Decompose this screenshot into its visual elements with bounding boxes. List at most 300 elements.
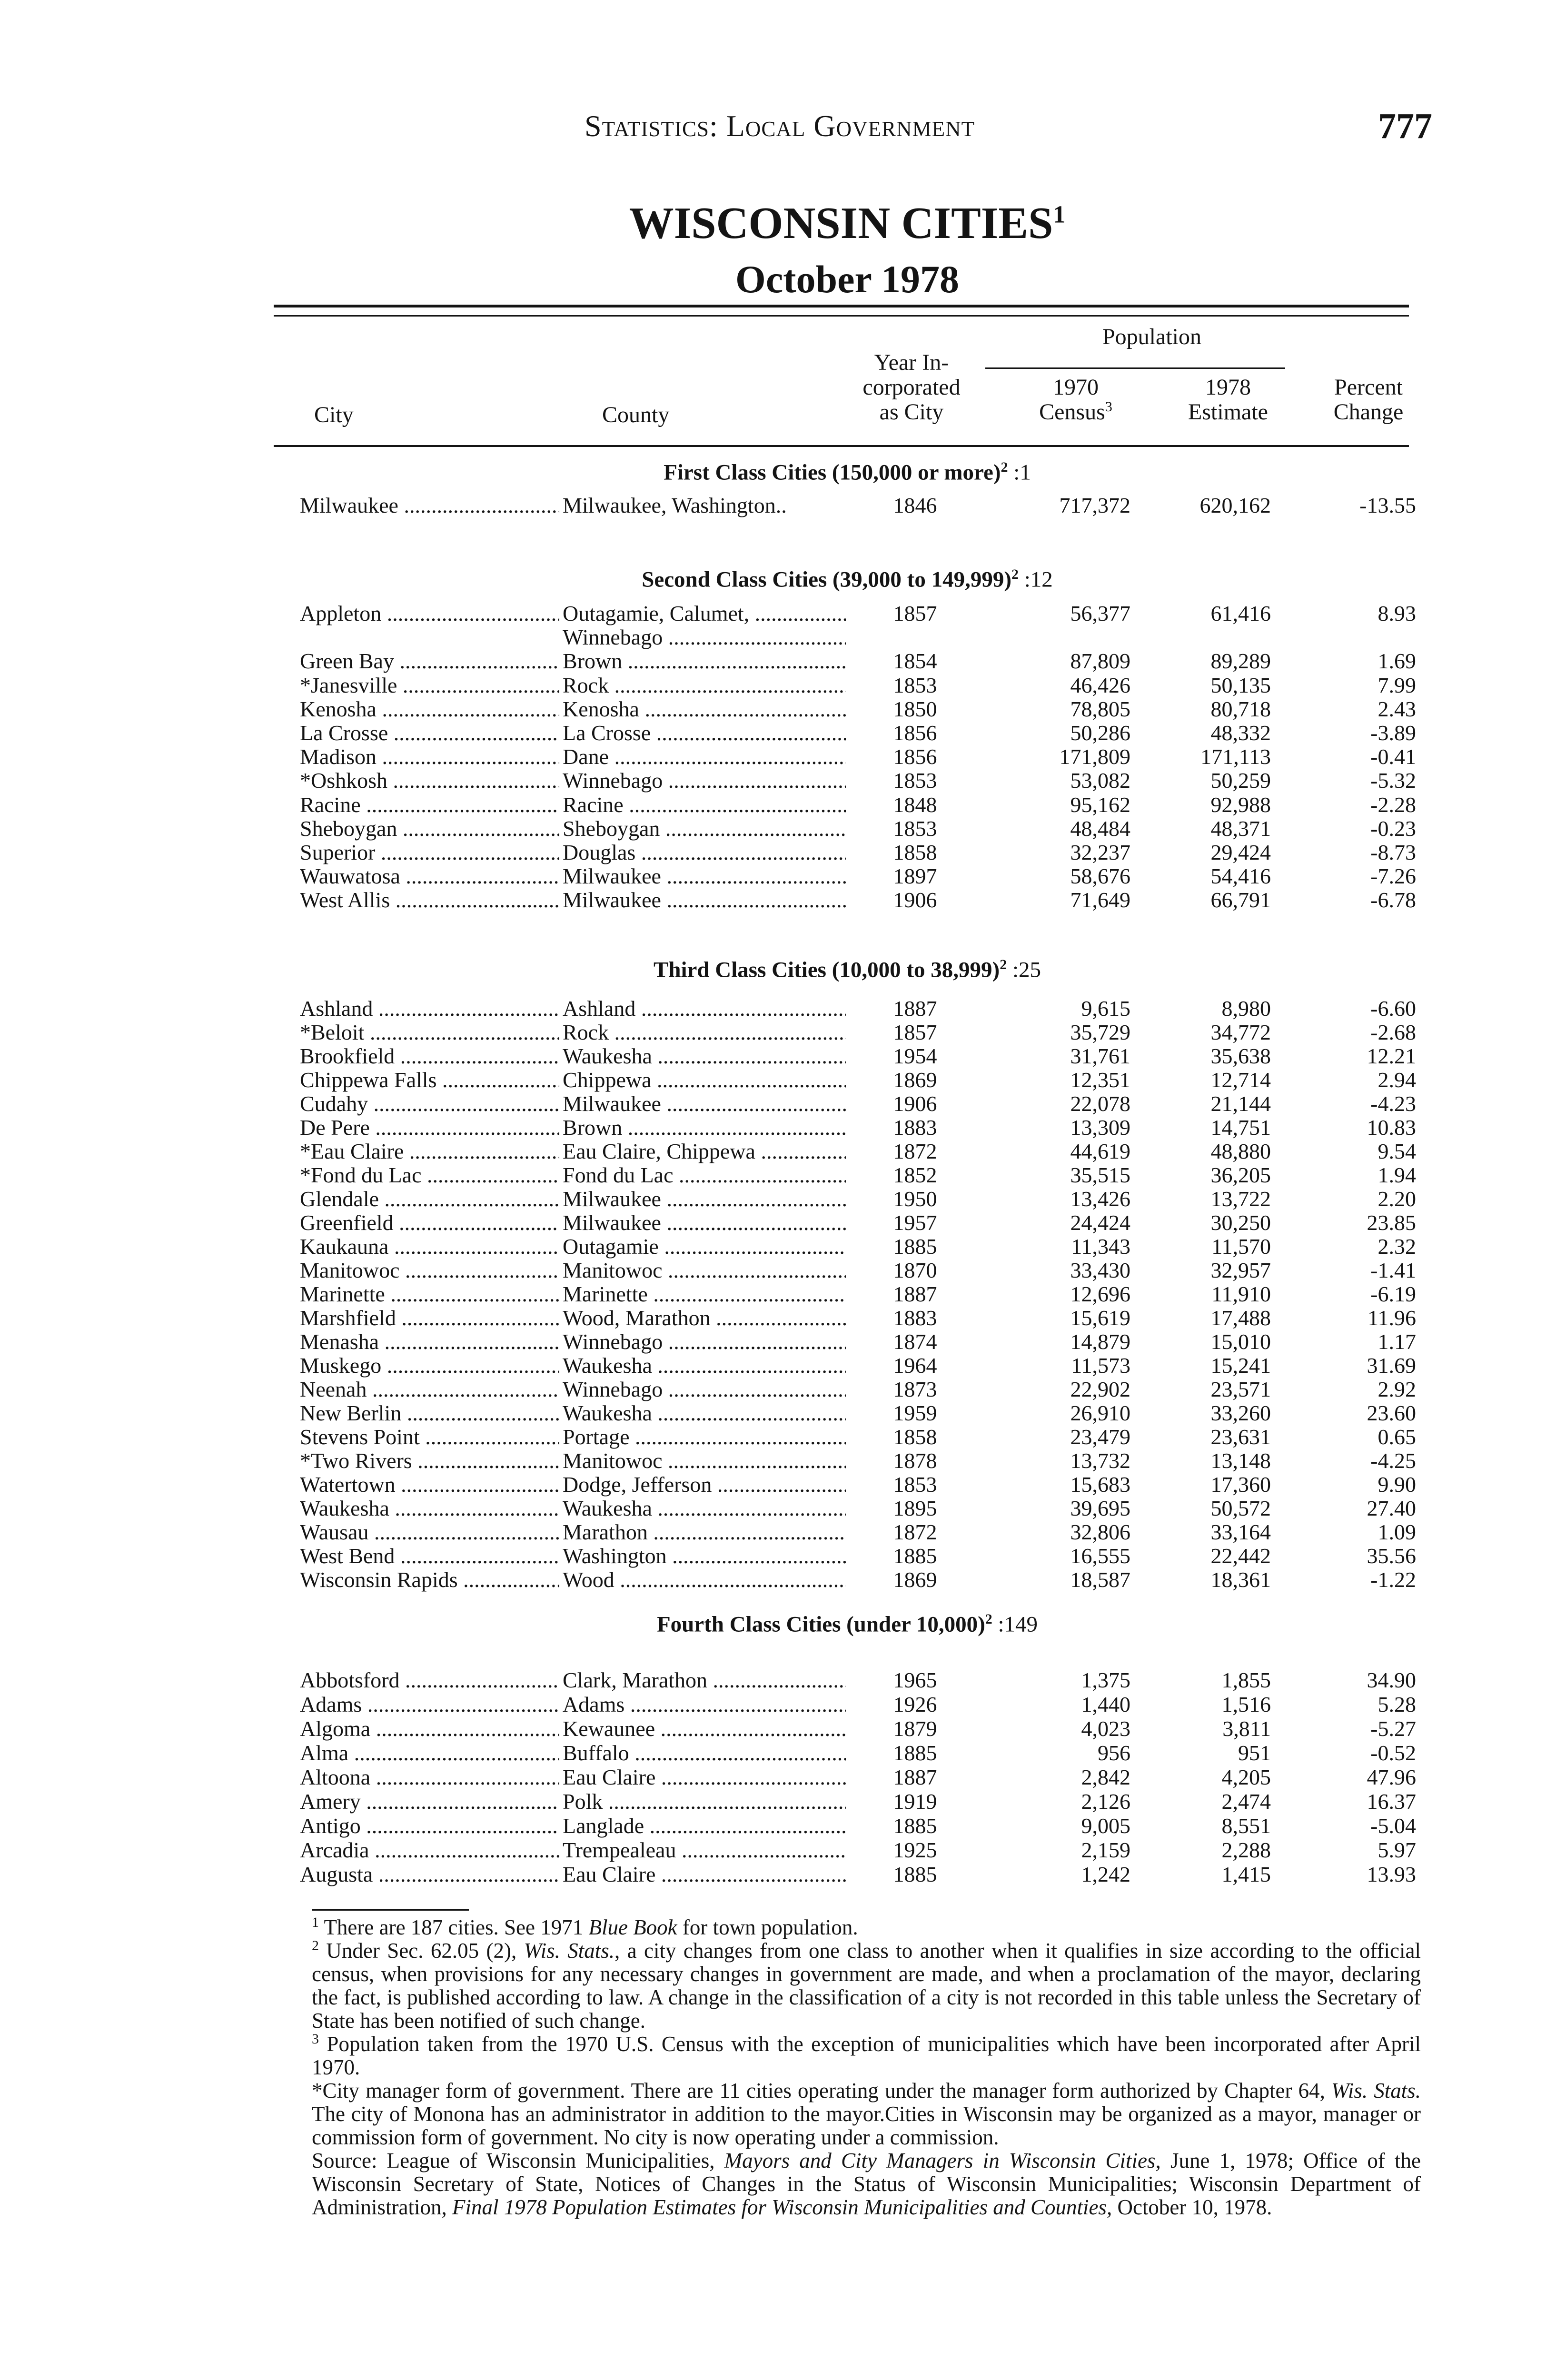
year-incorporated: 1854 bbox=[893, 649, 937, 673]
census-1970: 53,082 bbox=[1070, 768, 1130, 793]
city-name: Milwaukee ..... bbox=[300, 493, 559, 518]
estimate-1978: 23,631 bbox=[1210, 1425, 1271, 1449]
table-row bbox=[0, 625, 1546, 649]
estimate-1978: 2,288 bbox=[1221, 1838, 1271, 1862]
census-1970: 35,515 bbox=[1070, 1163, 1130, 1187]
page-title-text: WISCONSIN CITIES bbox=[629, 198, 1053, 248]
county-name: Ashland ..... bbox=[563, 996, 846, 1021]
table-row bbox=[0, 1139, 1546, 1163]
census-1970: 95,162 bbox=[1070, 793, 1130, 817]
census-1970: 2,842 bbox=[1081, 1765, 1130, 1789]
table-row bbox=[0, 493, 1546, 517]
estimate-1978: 66,791 bbox=[1210, 888, 1271, 912]
census-header-label bbox=[1023, 400, 1128, 425]
estimate-1978: 34,772 bbox=[1210, 1020, 1271, 1044]
section-count: :25 bbox=[1007, 957, 1041, 982]
section-count: :149 bbox=[992, 1612, 1038, 1637]
city-name: Manitowoc ..... bbox=[300, 1258, 559, 1283]
percent-change: 13.93 bbox=[1367, 1862, 1416, 1886]
county-name: Portage ..... bbox=[563, 1424, 846, 1449]
table-row bbox=[0, 1765, 1546, 1789]
table-row bbox=[0, 1329, 1546, 1354]
census-1970: 22,078 bbox=[1070, 1091, 1130, 1116]
population-rule bbox=[985, 367, 1285, 369]
percent-change: -4.25 bbox=[1370, 1448, 1416, 1473]
footnote-text: There are 187 cities. See 1971 bbox=[324, 1915, 589, 1939]
estimate-1978: 4,205 bbox=[1221, 1765, 1271, 1789]
county-name: La Crosse ..... bbox=[563, 720, 846, 745]
percent-change: 5.97 bbox=[1378, 1838, 1416, 1862]
county-name: Waukesha ..... bbox=[563, 1043, 846, 1069]
census-1970: 32,806 bbox=[1070, 1520, 1130, 1544]
estimate-1978: 11,570 bbox=[1211, 1234, 1271, 1259]
section-heading-text: Second Class Cities (39,000 to 149,999) bbox=[642, 567, 1011, 592]
year-incorporated: 1954 bbox=[893, 1044, 937, 1068]
city-name: *Fond du Lac ..... bbox=[300, 1162, 559, 1188]
census-1970: 56,377 bbox=[1070, 601, 1130, 625]
county-name: Adams ..... bbox=[563, 1692, 846, 1717]
census-1970: 26,910 bbox=[1070, 1401, 1130, 1425]
estimate-1978: 22,442 bbox=[1210, 1544, 1271, 1568]
year-incorporated: 1906 bbox=[893, 888, 937, 912]
year-incorporated: 1858 bbox=[893, 840, 937, 864]
county-name: Winnebago ..... bbox=[563, 1377, 846, 1402]
city-name: Green Bay ..... bbox=[300, 648, 559, 674]
city-name: Brookfield ..... bbox=[300, 1043, 559, 1069]
percent-change: -2.28 bbox=[1370, 793, 1416, 817]
year-incorporated: 1853 bbox=[893, 768, 937, 793]
column-header-county: County bbox=[602, 402, 670, 427]
county-name: Waukesha ..... bbox=[563, 1353, 846, 1378]
county-name: Dodge, Jefferson ..... bbox=[563, 1472, 846, 1497]
percent-change: 1.09 bbox=[1378, 1520, 1416, 1544]
estimate-1978: 18,361 bbox=[1210, 1567, 1271, 1592]
year-header-line1: Year In- bbox=[874, 350, 949, 375]
table-row bbox=[0, 1210, 1546, 1235]
table-row bbox=[0, 1067, 1546, 1092]
estimate-1978: 48,332 bbox=[1210, 721, 1271, 745]
city-name: Alma ..... bbox=[300, 1740, 559, 1765]
table-row bbox=[0, 1740, 1546, 1765]
county-name: Douglas ..... bbox=[563, 840, 846, 865]
percent-header-line2: Change bbox=[1333, 399, 1404, 425]
footnote-text: , a city changes from one class to another when it qualifies in size according to the official census, when provisions for any necessary changes in government are made, and when a proclamation of the mayor, declaring the fact, is published according to law. A change in the classification of a city is not recorded in this table unless the Secretary of State has been notified of such change. bbox=[312, 1939, 1421, 2033]
year-incorporated: 1879 bbox=[893, 1716, 937, 1741]
table-row bbox=[0, 996, 1546, 1021]
table-row bbox=[0, 1519, 1546, 1544]
city-name: Kaukauna ..... bbox=[300, 1234, 559, 1259]
estimate-1978: 33,164 bbox=[1210, 1520, 1271, 1544]
year-incorporated: 1885 bbox=[893, 1741, 937, 1765]
table-row bbox=[0, 887, 1546, 912]
title-footnote-mark: 1 bbox=[1053, 201, 1066, 228]
county-name: Clark, Marathon ..... bbox=[563, 1667, 846, 1693]
estimate-1978: 15,241 bbox=[1210, 1353, 1271, 1378]
percent-change: -4.23 bbox=[1370, 1091, 1416, 1116]
section-heading-text: First Class Cities (150,000 or more) bbox=[664, 460, 1001, 485]
column-header-city: City bbox=[314, 402, 354, 427]
year-incorporated: 1857 bbox=[893, 601, 937, 625]
estimate-1978: 13,722 bbox=[1210, 1187, 1271, 1211]
year-incorporated: 1885 bbox=[893, 1544, 937, 1568]
section-heading-fourth-class bbox=[276, 1611, 1418, 1637]
year-incorporated: 1856 bbox=[893, 744, 937, 769]
city-name: Antigo ..... bbox=[300, 1813, 559, 1838]
table-row bbox=[0, 1186, 1546, 1211]
estimate-1978: 89,289 bbox=[1210, 649, 1271, 673]
county-name: Sheboygan ..... bbox=[563, 816, 846, 841]
year-incorporated: 1873 bbox=[893, 1377, 937, 1401]
section-heading-third-class bbox=[276, 957, 1418, 983]
footnote-text: Under Sec. 62.05 (2), bbox=[326, 1939, 524, 1963]
year-incorporated: 1869 bbox=[893, 1567, 937, 1592]
estimate-1978: 36,205 bbox=[1210, 1163, 1271, 1187]
year-incorporated: 1887 bbox=[893, 1282, 937, 1306]
census-header-year: 1970 bbox=[1053, 375, 1099, 400]
year-incorporated: 1872 bbox=[893, 1139, 937, 1163]
header-rule-top bbox=[274, 305, 1409, 307]
census-1970: 48,484 bbox=[1070, 816, 1130, 841]
census-1970: 31,761 bbox=[1070, 1044, 1130, 1068]
year-incorporated: 1883 bbox=[893, 1115, 937, 1140]
percent-change: 31.69 bbox=[1367, 1353, 1416, 1378]
census-1970: 78,805 bbox=[1070, 697, 1130, 721]
county-name: Chippewa ..... bbox=[563, 1067, 846, 1092]
estimate-1978: 951 bbox=[1238, 1741, 1271, 1765]
estimate-1978: 17,488 bbox=[1210, 1306, 1271, 1330]
year-incorporated: 1858 bbox=[893, 1425, 937, 1449]
page-number: 777 bbox=[1378, 106, 1432, 146]
footnote-text: Source: League of Wisconsin Municipalities, bbox=[312, 2149, 724, 2172]
city-name: Wauwatosa ..... bbox=[300, 863, 559, 889]
percent-change: -5.27 bbox=[1370, 1716, 1416, 1741]
estimate-1978: 21,144 bbox=[1210, 1091, 1271, 1116]
county-name: Eau Claire, Chippewa ..... bbox=[563, 1139, 846, 1164]
county-name: Washington ..... bbox=[563, 1543, 846, 1568]
year-incorporated: 1848 bbox=[893, 793, 937, 817]
percent-change: -5.32 bbox=[1370, 768, 1416, 793]
year-incorporated: 1897 bbox=[893, 864, 937, 888]
county-name: Marathon ..... bbox=[563, 1519, 846, 1545]
county-name: Wood, Marathon ..... bbox=[563, 1305, 846, 1330]
section-heading-text: Fourth Class Cities (under 10,000) bbox=[656, 1612, 985, 1637]
percent-change: 23.60 bbox=[1367, 1401, 1416, 1425]
census-1970: 2,126 bbox=[1081, 1789, 1130, 1814]
percent-change: -6.19 bbox=[1370, 1282, 1416, 1306]
year-incorporated: 1874 bbox=[893, 1329, 937, 1354]
footnote-city-manager bbox=[312, 2079, 1421, 2149]
year-incorporated: 1885 bbox=[893, 1814, 937, 1838]
city-name: Greenfield ..... bbox=[300, 1210, 559, 1235]
year-incorporated: 1883 bbox=[893, 1306, 937, 1330]
year-incorporated: 1887 bbox=[893, 1765, 937, 1789]
estimate-1978: 50,259 bbox=[1210, 768, 1271, 793]
table-row bbox=[0, 1496, 1546, 1520]
city-name: Waukesha ..... bbox=[300, 1496, 559, 1521]
year-incorporated: 1853 bbox=[893, 673, 937, 697]
estimate-1978: 29,424 bbox=[1210, 840, 1271, 864]
footnote-text: June 1, 1978; Office of the Wisconsin Secretary of State, Notices of Changes in the Status of Wisconsin Municipalities; Wisconsin Department of Administration, bbox=[312, 2149, 1421, 2219]
estimate-1978: 1,516 bbox=[1221, 1692, 1271, 1716]
county-name: Kenosha ..... bbox=[563, 696, 846, 722]
estimate-1978: 171,113 bbox=[1200, 744, 1271, 769]
county-name: Rock ..... bbox=[563, 673, 846, 698]
year-incorporated: 1878 bbox=[893, 1448, 937, 1473]
column-header-census bbox=[1023, 375, 1128, 425]
page-title bbox=[0, 198, 1546, 249]
census-1970: 11,573 bbox=[1071, 1353, 1130, 1378]
table-row bbox=[0, 768, 1546, 793]
table-row bbox=[0, 1837, 1546, 1862]
percent-change: 0.65 bbox=[1378, 1425, 1416, 1449]
table-row bbox=[0, 648, 1546, 673]
census-1970: 32,237 bbox=[1070, 840, 1130, 864]
table-row bbox=[0, 673, 1546, 697]
year-incorporated: 1853 bbox=[893, 816, 937, 841]
city-name: Appleton ..... bbox=[300, 601, 559, 626]
county-name: Milwaukee, Washington.. bbox=[563, 493, 787, 517]
city-name: Watertown ..... bbox=[300, 1472, 559, 1497]
estimate-1978: 50,572 bbox=[1210, 1496, 1271, 1520]
city-name: Chippewa Falls ..... bbox=[300, 1067, 559, 1092]
city-name: New Berlin ..... bbox=[300, 1400, 559, 1426]
city-name: Cudahy ..... bbox=[300, 1091, 559, 1116]
estimate-1978: 48,880 bbox=[1210, 1139, 1271, 1163]
county-name: Waukesha ..... bbox=[563, 1400, 846, 1426]
city-name: *Beloit ..... bbox=[300, 1020, 559, 1045]
census-1970: 22,902 bbox=[1070, 1377, 1130, 1401]
city-name: La Crosse ..... bbox=[300, 720, 559, 745]
census-header-text: Census bbox=[1039, 399, 1105, 425]
census-1970: 44,619 bbox=[1070, 1139, 1130, 1163]
percent-change: -5.04 bbox=[1370, 1814, 1416, 1838]
estimate-1978: 14,751 bbox=[1210, 1115, 1271, 1140]
table-row bbox=[0, 816, 1546, 841]
year-incorporated: 1872 bbox=[893, 1520, 937, 1544]
county-name: Waukesha ..... bbox=[563, 1496, 846, 1521]
table-row bbox=[0, 1862, 1546, 1886]
estimate-1978: 8,551 bbox=[1221, 1814, 1271, 1838]
footnote-text: October 10, 1978. bbox=[1112, 2195, 1272, 2219]
year-incorporated: 1965 bbox=[893, 1668, 937, 1692]
city-name: Sheboygan ..... bbox=[300, 816, 559, 841]
city-name: Neenah ..... bbox=[300, 1377, 559, 1402]
year-header-line2: corporated bbox=[862, 375, 961, 400]
city-name: Superior ..... bbox=[300, 840, 559, 865]
table-row bbox=[0, 720, 1546, 745]
census-1970: 50,286 bbox=[1070, 721, 1130, 745]
census-1970: 1,440 bbox=[1081, 1692, 1130, 1716]
estimate-1978: 12,714 bbox=[1210, 1068, 1271, 1092]
table-row bbox=[0, 1543, 1546, 1568]
census-1970: 9,615 bbox=[1081, 996, 1130, 1021]
year-incorporated: 1950 bbox=[893, 1187, 937, 1211]
percent-change: -7.26 bbox=[1370, 864, 1416, 888]
header-rule-bottom bbox=[274, 445, 1409, 447]
census-1970: 15,619 bbox=[1070, 1306, 1130, 1330]
percent-change: 12.21 bbox=[1367, 1044, 1416, 1068]
running-head: Statistics: Local Government bbox=[585, 109, 975, 143]
city-name: Marshfield ..... bbox=[300, 1305, 559, 1330]
estimate-1978: 17,360 bbox=[1210, 1472, 1271, 1497]
estimate-1978: 32,957 bbox=[1210, 1258, 1271, 1282]
city-name: West Bend ..... bbox=[300, 1543, 559, 1568]
estimate-1978: 35,638 bbox=[1210, 1044, 1271, 1068]
city-name: Altoona ..... bbox=[300, 1765, 559, 1790]
percent-change: 27.40 bbox=[1367, 1496, 1416, 1520]
percent-change: 10.83 bbox=[1367, 1115, 1416, 1140]
estimate-header-label: Estimate bbox=[1188, 399, 1268, 425]
city-name: *Oshkosh ..... bbox=[300, 768, 559, 793]
year-incorporated: 1926 bbox=[893, 1692, 937, 1716]
table-row bbox=[0, 1692, 1546, 1716]
county-name: Winnebago ..... bbox=[563, 625, 846, 650]
census-footnote-mark: 3 bbox=[1105, 399, 1112, 415]
footnote-mark: 1 bbox=[312, 1914, 319, 1930]
percent-change: 1.17 bbox=[1378, 1329, 1416, 1354]
estimate-1978: 48,371 bbox=[1210, 816, 1271, 841]
table-row bbox=[0, 1789, 1546, 1814]
city-name: Stevens Point ..... bbox=[300, 1424, 559, 1449]
census-1970: 23,479 bbox=[1070, 1425, 1130, 1449]
county-name: Eau Claire ..... bbox=[563, 1862, 846, 1887]
county-name: Manitowoc ..... bbox=[563, 1448, 846, 1473]
year-incorporated: 1846 bbox=[893, 493, 937, 517]
table-row bbox=[0, 1400, 1546, 1425]
year-incorporated: 1895 bbox=[893, 1496, 937, 1520]
year-incorporated: 1906 bbox=[893, 1091, 937, 1116]
percent-change: 2.94 bbox=[1378, 1068, 1416, 1092]
estimate-1978: 13,148 bbox=[1210, 1448, 1271, 1473]
year-incorporated: 1885 bbox=[893, 1862, 937, 1886]
city-name: Muskego ..... bbox=[300, 1353, 559, 1378]
county-name: Racine ..... bbox=[563, 792, 846, 817]
section-footnote-mark: 2 bbox=[1011, 566, 1019, 582]
footnote-3 bbox=[312, 2033, 1421, 2079]
county-name: Winnebago ..... bbox=[563, 768, 846, 793]
table-row bbox=[0, 1020, 1546, 1044]
section-footnote-mark: 2 bbox=[1000, 957, 1007, 972]
footnote-italic: Wis. Stats. bbox=[524, 1939, 615, 1963]
percent-change: -0.41 bbox=[1370, 744, 1416, 769]
estimate-1978: 80,718 bbox=[1210, 697, 1271, 721]
census-1970: 16,555 bbox=[1070, 1544, 1130, 1568]
table-row bbox=[0, 1162, 1546, 1187]
table-row bbox=[0, 1258, 1546, 1282]
section-footnote-mark: 2 bbox=[985, 1611, 992, 1627]
census-1970: 1,375 bbox=[1081, 1668, 1130, 1692]
percent-change: 1.69 bbox=[1378, 649, 1416, 673]
city-name: Racine ..... bbox=[300, 792, 559, 817]
city-name: Adams ..... bbox=[300, 1692, 559, 1717]
percent-change: 2.92 bbox=[1378, 1377, 1416, 1401]
table-row bbox=[0, 863, 1546, 888]
table-row bbox=[0, 1813, 1546, 1838]
year-incorporated: 1857 bbox=[893, 1020, 937, 1044]
column-header-estimate bbox=[1169, 375, 1288, 425]
table-row bbox=[0, 1305, 1546, 1330]
section-heading-first-class bbox=[276, 459, 1418, 486]
city-name: *Janesville ..... bbox=[300, 673, 559, 698]
percent-change: 9.90 bbox=[1378, 1472, 1416, 1497]
city-name: Augusta ..... bbox=[300, 1862, 559, 1887]
city-name: De Pere ..... bbox=[300, 1115, 559, 1140]
year-incorporated: 1919 bbox=[893, 1789, 937, 1814]
footnote-2 bbox=[312, 1939, 1421, 2033]
city-name: Ashland ..... bbox=[300, 996, 559, 1021]
section-heading-text: Third Class Cities (10,000 to 38,999) bbox=[653, 957, 1000, 982]
percent-change: -3.89 bbox=[1370, 721, 1416, 745]
county-name: Milwaukee ..... bbox=[563, 863, 846, 889]
table-row bbox=[0, 1448, 1546, 1473]
year-incorporated: 1870 bbox=[893, 1258, 937, 1282]
census-1970: 46,426 bbox=[1070, 673, 1130, 697]
city-name: Kenosha ..... bbox=[300, 696, 559, 722]
table-row bbox=[0, 1115, 1546, 1140]
year-incorporated: 1869 bbox=[893, 1068, 937, 1092]
table-row bbox=[0, 744, 1546, 769]
census-1970: 1,242 bbox=[1081, 1862, 1130, 1886]
table-row bbox=[0, 1424, 1546, 1449]
census-1970: 12,696 bbox=[1070, 1282, 1130, 1306]
year-incorporated: 1887 bbox=[893, 996, 937, 1021]
footnote-italic: Wis. Stats. bbox=[1331, 2079, 1421, 2102]
county-name: Langlade ..... bbox=[563, 1813, 846, 1838]
year-incorporated: 1853 bbox=[893, 1472, 937, 1497]
county-name: Milwaukee ..... bbox=[563, 1210, 846, 1235]
section-footnote-mark: 2 bbox=[1001, 459, 1008, 475]
county-name: Trempealeau ..... bbox=[563, 1837, 846, 1863]
percent-change: 35.56 bbox=[1367, 1544, 1416, 1568]
table-row bbox=[0, 1377, 1546, 1401]
census-1970: 87,809 bbox=[1070, 649, 1130, 673]
county-name: Dane ..... bbox=[563, 744, 846, 769]
county-name: Buffalo ..... bbox=[563, 1740, 846, 1765]
city-name: Madison ..... bbox=[300, 744, 559, 769]
percent-change: -1.22 bbox=[1370, 1567, 1416, 1592]
estimate-1978: 30,250 bbox=[1210, 1210, 1271, 1235]
year-incorporated: 1852 bbox=[893, 1163, 937, 1187]
city-name: *Eau Claire ..... bbox=[300, 1139, 559, 1164]
census-1970: 717,372 bbox=[1059, 493, 1130, 517]
percent-change: -13.55 bbox=[1359, 493, 1416, 517]
percent-change: 7.99 bbox=[1378, 673, 1416, 697]
city-name: Wisconsin Rapids ..... bbox=[300, 1567, 559, 1592]
percent-change: 34.90 bbox=[1367, 1668, 1416, 1692]
county-name: Winnebago ..... bbox=[563, 1329, 846, 1354]
estimate-1978: 2,474 bbox=[1221, 1789, 1271, 1814]
estimate-1978: 61,416 bbox=[1210, 601, 1271, 625]
table-row bbox=[0, 792, 1546, 817]
footnote-text: Population taken from the 1970 U.S. Census with the exception of municipalities which have been incorporated after April 1970. bbox=[312, 2032, 1421, 2079]
census-1970: 58,676 bbox=[1070, 864, 1130, 888]
percent-change: 5.28 bbox=[1378, 1692, 1416, 1716]
city-name: West Allis ..... bbox=[300, 887, 559, 912]
table-row bbox=[0, 840, 1546, 864]
table-row bbox=[0, 601, 1546, 625]
table-row bbox=[0, 1353, 1546, 1378]
estimate-1978: 620,162 bbox=[1199, 493, 1271, 517]
county-name: Brown ..... bbox=[563, 1115, 846, 1140]
census-1970: 33,430 bbox=[1070, 1258, 1130, 1282]
county-name: Milwaukee ..... bbox=[563, 1091, 846, 1116]
city-name: Wausau ..... bbox=[300, 1519, 559, 1545]
census-1970: 14,879 bbox=[1070, 1329, 1130, 1354]
estimate-1978: 3,811 bbox=[1222, 1716, 1271, 1741]
census-1970: 18,587 bbox=[1070, 1567, 1130, 1592]
percent-change: -6.78 bbox=[1370, 888, 1416, 912]
footnote-rule bbox=[312, 1909, 469, 1911]
